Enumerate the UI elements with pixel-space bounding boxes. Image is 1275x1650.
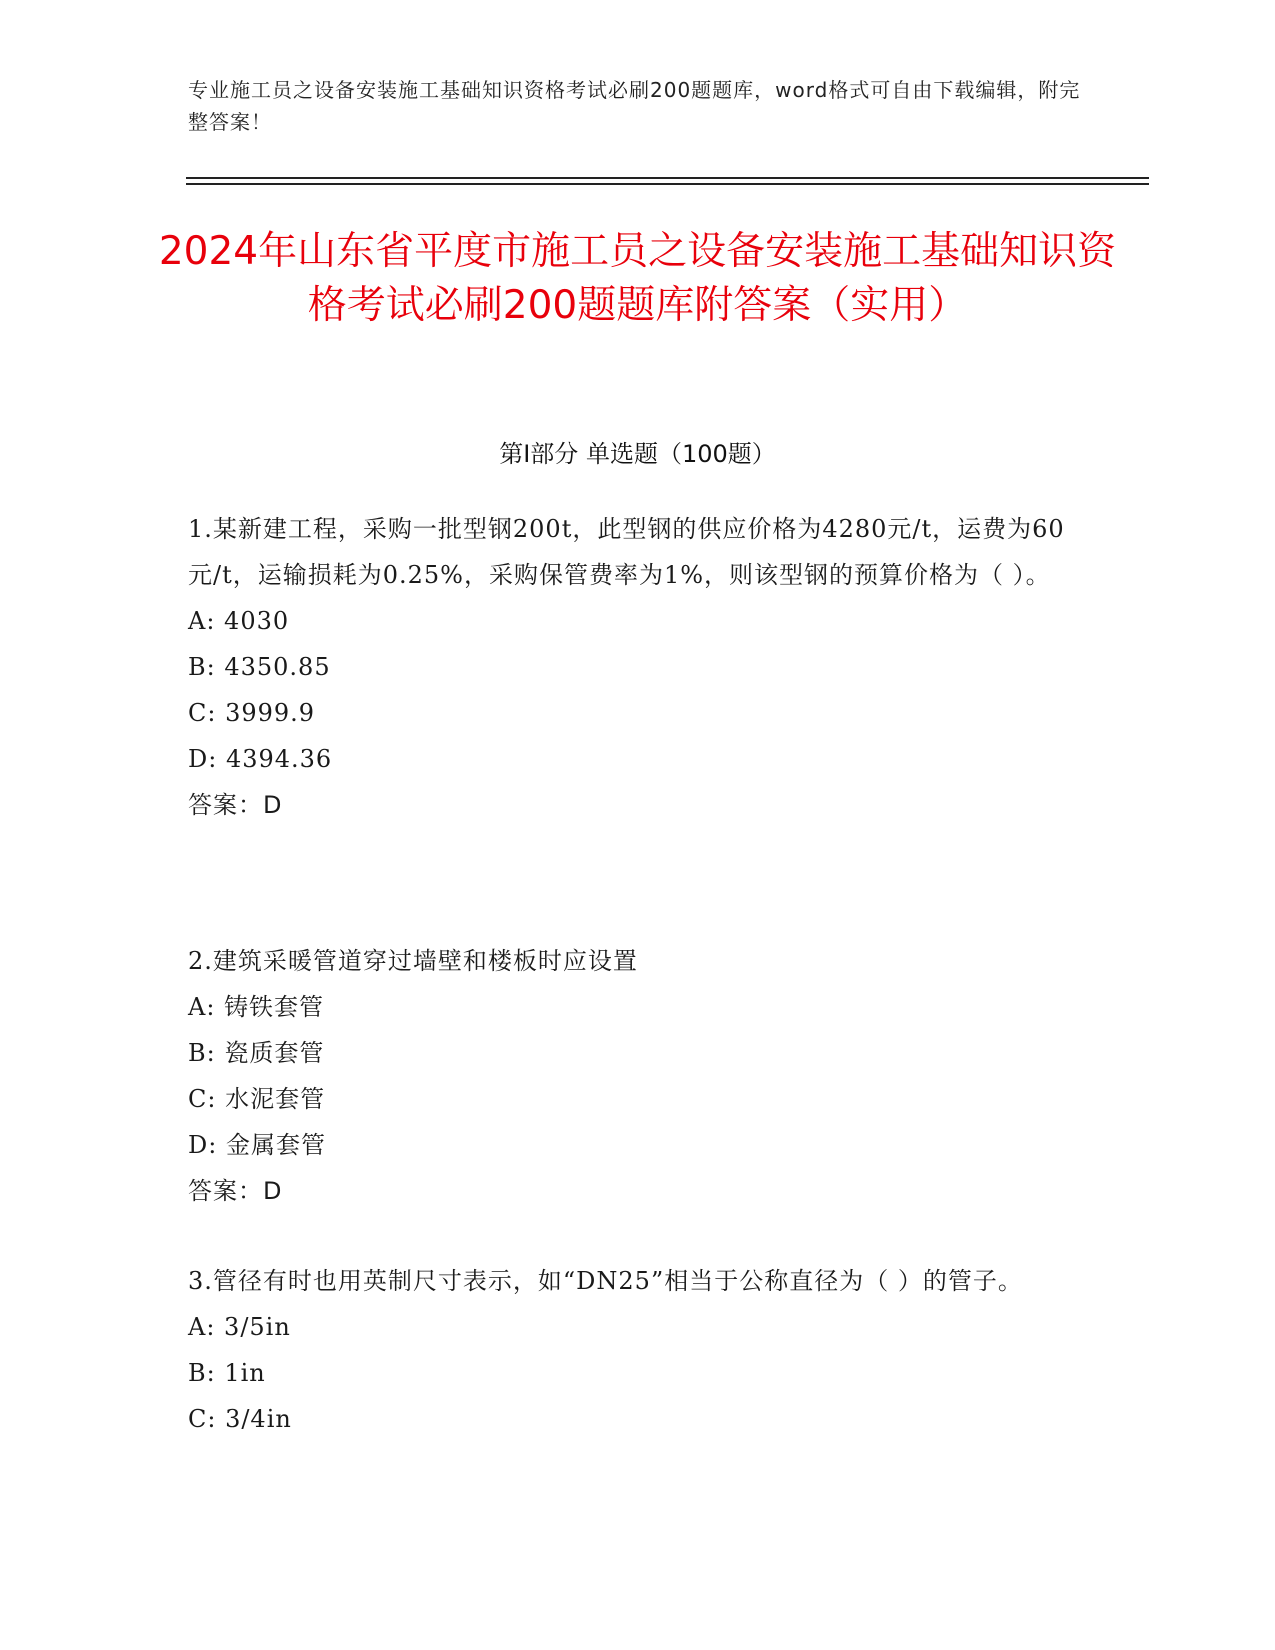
option-b: B: 4350.85 [188,653,331,681]
question-text: 1.某新建工程，采购一批型钢200t，此型钢的供应价格为4280元/t，运费为60元/t，运输损耗为0.25%，采购保管费率为1%，则该型钢的预算价格为（ ）。 [188,515,1065,589]
option-a: A: 铸铁套管 [188,993,325,1021]
option-b: B: 1in [188,1359,266,1387]
option-c: C: 水泥套管 [188,1085,326,1113]
option-c: C: 3/4in [188,1405,292,1433]
option-c: C: 3999.9 [188,699,316,727]
section-heading: 第I部分 单选题（100题） [499,440,776,468]
header-divider-bottom [186,183,1149,185]
option-d: D: 4394.36 [188,745,333,773]
document-title: 2024年山东省平度市施工员之设备安装施工基础知识资格考试必刷200题题库附答案（实用） [158,229,1117,328]
question-text: 2.建筑采暖管道穿过墙壁和楼板时应设置 [188,947,638,975]
question-1 [188,506,1088,828]
header-divider-top [186,177,1149,179]
question-text: 3.管径有时也用英制尺寸表示，如“DN25”相当于公称直径为（ ）的管子。 [188,1267,1023,1295]
answer: 答案：D [188,791,283,819]
option-a: A: 4030 [188,607,290,635]
option-a: A: 3/5in [188,1313,291,1341]
question-2 [188,938,1088,1214]
answer: 答案：D [188,1177,283,1205]
option-d: D: 金属套管 [188,1131,326,1159]
header-note: 专业施工员之设备安装施工基础知识资格考试必刷200题题库，word格式可自由下载编辑，附完整答案！ [188,78,1081,134]
option-b: B: 瓷质套管 [188,1039,325,1067]
question-3 [188,1258,1088,1442]
